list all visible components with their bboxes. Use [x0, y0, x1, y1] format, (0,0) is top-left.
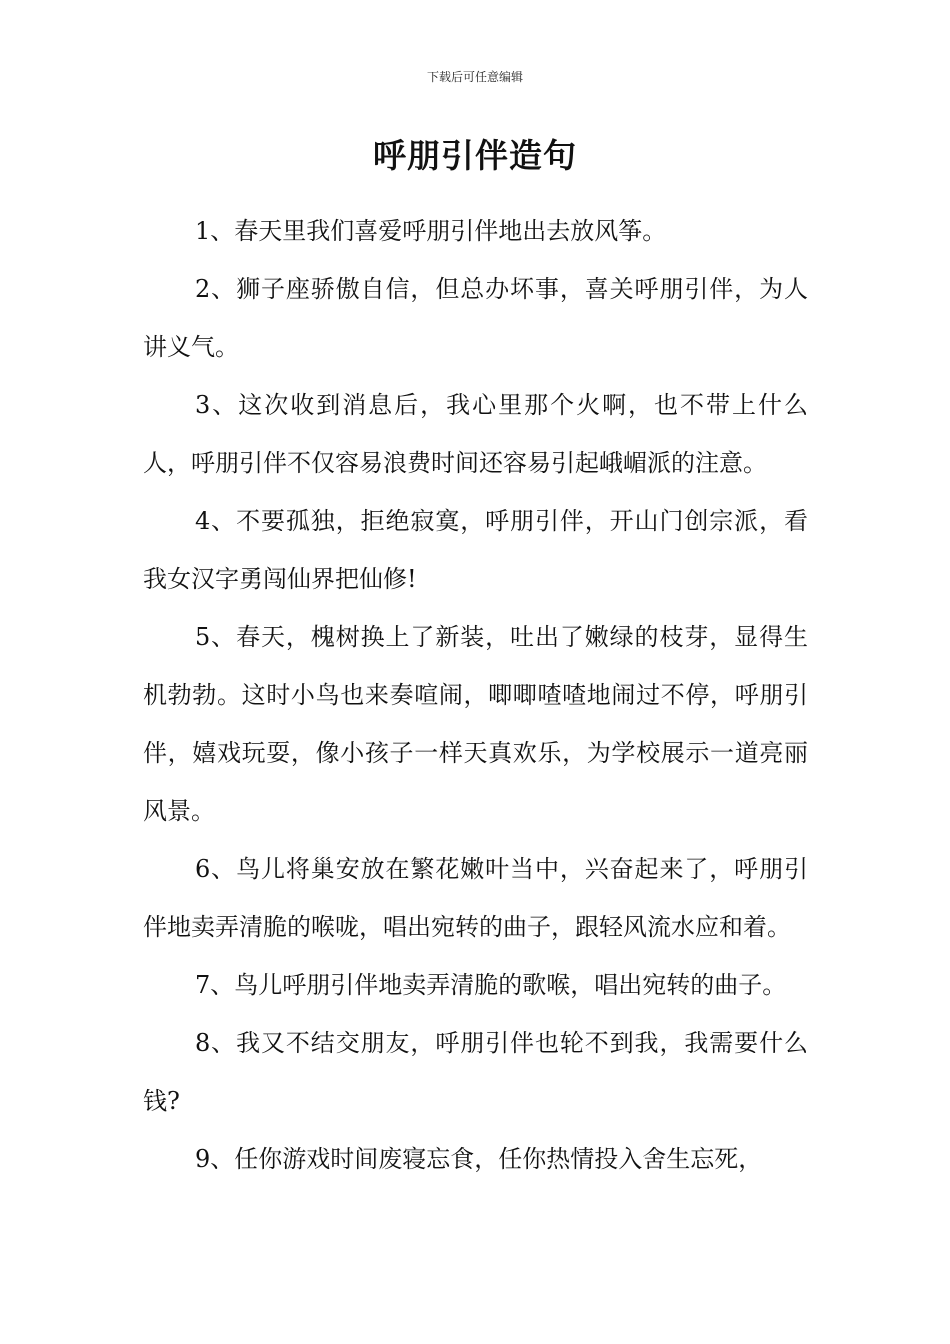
page-title: 呼朋引伴造句: [373, 136, 577, 175]
paragraph-6: 6、鸟儿将巢安放在繁花嫩叶当中，兴奋起来了，呼朋引伴地卖弄清脆的喉咙，唱出宛转的曲子，跟轻风流水应和着。: [143, 855, 808, 941]
paragraph-5: 5、春天，槐树换上了新装，吐出了嫩绿的枝芽，显得生机勃勃。这时小鸟也来奏喧闹，唧唧喳喳地闹过不停，呼朋引伴，嬉戏玩耍，像小孩子一样天真欢乐，为学校展示一道亮丽风景。: [143, 623, 808, 825]
paragraph-1: 1、春天里我们喜爱呼朋引伴地出去放风筝。: [195, 217, 667, 245]
paragraph-3: 3、这次收到消息后，我心里那个火啊，也不带上什么人，呼朋引伴不仅容易浪费时间还容易引起峨嵋派的注意。: [143, 391, 808, 477]
paragraph-7: 7、鸟儿呼朋引伴地卖弄清脆的歌喉，唱出宛转的曲子。: [195, 971, 787, 999]
paragraph-2: 2、狮子座骄傲自信，但总办坏事，喜关呼朋引伴，为人讲义气。: [143, 275, 808, 361]
paragraph-8: 8、我又不结交朋友，呼朋引伴也轮不到我，我需要什么钱?: [143, 1029, 808, 1115]
header-note: 下载后可任意编辑: [426, 70, 523, 84]
document-body: [143, 202, 808, 1188]
paragraph-9: 9、任你游戏时间废寝忘食，任你热情投入舍生忘死，: [195, 1145, 763, 1173]
paragraph-4: 4、不要孤独，拒绝寂寞，呼朋引伴，开山门创宗派，看我女汉字勇闯仙界把仙修!: [143, 507, 808, 593]
